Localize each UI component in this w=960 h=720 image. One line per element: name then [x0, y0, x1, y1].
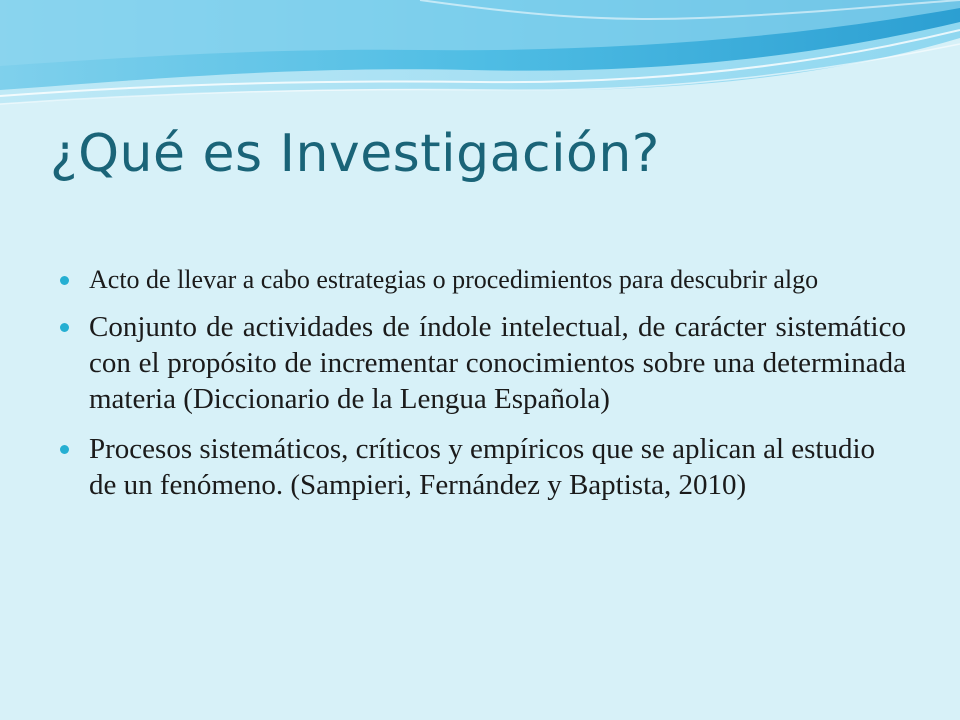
bullet-dot-icon: [60, 445, 69, 454]
bullet-text: Conjunto de actividades de índole intelectual, de carácter sistemático con el propósito de incrementar conocimientos sobre una determinada materia (Diccionario de la Lengua Española): [89, 311, 906, 415]
slide-title: ¿Qué es Investigación?: [50, 124, 660, 184]
list-item: [60, 264, 906, 295]
bullet-dot-icon: [60, 323, 69, 332]
bullet-list: [60, 264, 906, 503]
list-item: [60, 309, 906, 417]
list-item: [60, 431, 906, 503]
header-wave-graphic: [0, 0, 960, 110]
bullet-dot-icon: [60, 276, 69, 285]
bullet-text: Acto de llevar a cabo estrategias o procedimientos para descubrir algo: [89, 265, 819, 294]
bullet-text: Procesos sistemáticos, críticos y empíricos que se aplican al estudio de un fenómeno. (Sampieri, Fernández y Baptista, 2010): [89, 433, 876, 501]
